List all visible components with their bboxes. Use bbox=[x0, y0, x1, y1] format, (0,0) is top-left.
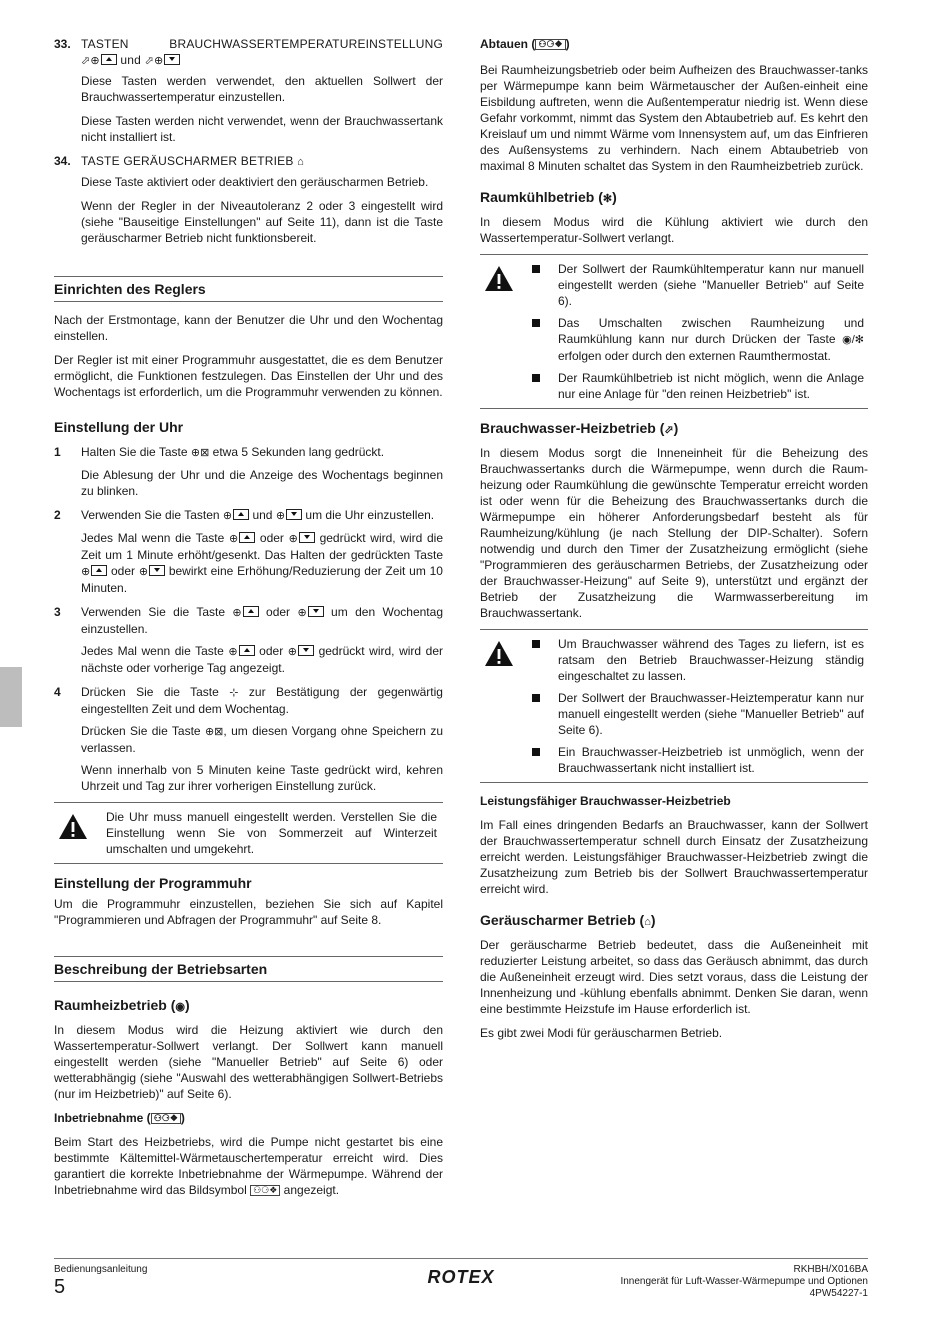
bullet-icon bbox=[532, 640, 540, 648]
dhw-icon: ⬀ bbox=[664, 424, 674, 436]
warning-box bbox=[54, 802, 443, 864]
paragraph: Im Fall eines dringenden Bedarfs an Brauchwasser, kann der Sollwert der Brauchwassertemperatur schnell durch Einsatz der Zusatzheizung erreicht werden. Leistungsfähiger Brauchwasser-Heizbetrieb zwingt die Zusatzheizung zum Betrieb bis der Sollwert Brauchwassertemperatur erreicht wird. bbox=[480, 818, 868, 896]
step-number: 4 bbox=[54, 685, 61, 699]
subsection-heading: Geräuscharmer Betrieb (⌂) bbox=[480, 911, 868, 931]
heat-cool-icon: ◉/✻ bbox=[842, 334, 864, 346]
warning-icon bbox=[484, 265, 514, 292]
heating-icon: ◉ bbox=[175, 1001, 185, 1013]
paragraph: Wenn der Regler in der Niveautoleranz 2 oder 3 eingestellt wird (siehe "Bauseitige Einstellungen" auf Seite 11), dann ist die Taste geräuscharmer Betrieb nicht funktionsbereit. bbox=[81, 199, 443, 245]
paragraph: In diesem Modus wird die Kühlung aktiviert wie durch den Wassertemperatur-Sollwert verlangt. bbox=[480, 215, 868, 245]
warning-box bbox=[480, 629, 868, 783]
item-number: 33. bbox=[54, 37, 71, 51]
step-2: 2 Verwenden Sie die Tasten ⊕ und ⊕ um die Uhr einzustellen. Jedes Mal wenn die Taste ⊕ oder ⊕ gedrückt wird, wird die Zeit um 1 Minute erhöht/gesenkt. Das Halten der gedrückten Taste ⊕ oder ⊕ bewirkt eine Erhöhung/Reduzierung der Zeit um 10 Minuten. bbox=[54, 508, 444, 595]
item-34 bbox=[54, 153, 443, 246]
paragraph: Beim Start des Heizbetriebs, wird die Pumpe nicht gestartet bis eine bestimmte Kältemittel-Wärmetauschertemperatur erreicht wird. Dies garantiert die korrekte Inbetriebnahme der Wärmepumpe. Während der Inbetriebnahme wird das Bildsymbol ⚇⚆❖ angezeigt. bbox=[54, 1135, 443, 1197]
warning-text: Die Uhr muss manuell eingestellt werden. Verstellen Sie die Einstellung wenn Sie von Sommerzeit auf Winterzeit umschalten und umgekehrt. bbox=[106, 810, 437, 856]
paragraph: Es gibt zwei Modi für geräuscharmen Betrieb. bbox=[480, 1026, 723, 1040]
paragraph: Der Regler ist mit einer Programmuhr ausgestattet, die es dem Benutzer ermöglicht, die Funktionen festzulegen. Das Einstellen der Uhr und des Wochentags ist erforderlich, um die Programmuhr verwenden zu können. bbox=[54, 353, 443, 399]
clock-icon: ⊕⊠ bbox=[190, 447, 210, 459]
warning-icon bbox=[58, 813, 88, 840]
paragraph: Wenn innerhalb von 5 Minuten keine Taste gedrückt wird, kehren Uhrzeit und Tag zur ihrer vorherigen Einstellung zurück. bbox=[81, 763, 443, 793]
bullet-icon bbox=[532, 748, 540, 756]
day-icon: ⊕ bbox=[90, 55, 100, 67]
subsection-heading: Raumheizbetrieb (◉) bbox=[54, 996, 443, 1016]
day-icon: ⊕ bbox=[297, 607, 307, 619]
rotex-logo: ROTEX bbox=[427, 1267, 495, 1287]
subsection-heading: Abtauen ( ⚇⚆❖ ) bbox=[480, 37, 570, 51]
up-key-icon bbox=[91, 565, 107, 576]
startup-icon: ⚇⚆❖ bbox=[250, 1185, 280, 1196]
warning-icon bbox=[484, 640, 514, 667]
clock-icon: ⊕ bbox=[222, 510, 233, 522]
product-name: Innengerät für Luft-Wasser-Wärmepumpe und Optionen bbox=[620, 1276, 868, 1287]
down-key-icon bbox=[299, 532, 315, 543]
dhw-icon: ⬀ bbox=[81, 55, 91, 67]
item-title: TASTEN BRAUCHWASSERTEMPERATUREINSTELLUNG bbox=[81, 37, 443, 51]
footer-divider bbox=[54, 1258, 868, 1259]
list-item: Der Raumkühlbetrieb ist nicht möglich, wenn die Anlage nur eine Anlage für "den reinen Heizbetrieb" ist. bbox=[530, 370, 864, 402]
right-column bbox=[480, 36, 868, 1049]
list-item: Das Umschalten zwischen Raumheizung und Raumkühlung kann nur durch Drücken der Taste ◉/✻ erfolgen oder durch den externen Raumthermostat. bbox=[530, 315, 864, 364]
down-key-icon bbox=[308, 606, 324, 617]
up-key-icon bbox=[239, 645, 255, 656]
subsection-heading: Einstellung der Programmuhr bbox=[54, 875, 252, 891]
list-item: Ein Brauchwasser-Heizbetrieb ist unmöglich, wenn der Brauchwassertank nicht installiert ist. bbox=[530, 744, 864, 776]
day-icon: ⊕ bbox=[287, 646, 297, 658]
down-key-icon bbox=[286, 509, 302, 520]
reference-number: 4PW54227-1 bbox=[809, 1288, 868, 1299]
item-title: TASTE GERÄUSCHARMER BETRIEB ⌂ bbox=[81, 154, 304, 168]
up-key-icon bbox=[243, 606, 259, 617]
step-number: 3 bbox=[54, 605, 61, 619]
paragraph: Diese Tasten werden verwendet, den aktuellen Sollwert der Brauchwassertemperatur einzustellen. bbox=[81, 74, 443, 104]
paragraph: Der geräuscharme Betrieb bedeutet, dass die Außeneinheit mit reduzierter Leistung arbeitet, so dass das Geräusch abnimmt, das durch die Außeneinheit erzeugt wird. Dies setzt voraus, dass die Leistung der Innenheizung und -kühlung ebenfalls abnimmt. Denken Sie daran, wenn eine bestimmte Heizstufe im Hause erforderlich ist. bbox=[480, 938, 868, 1016]
clock-icon: ⊕ bbox=[138, 566, 149, 578]
section-betriebsarten bbox=[54, 956, 443, 982]
clock-icon: ⊕ bbox=[228, 533, 239, 545]
paragraph: Um die Programmuhr einzustellen, beziehen Sie sich auf Kapitel "Programmieren und Abfragen der Programmuhr" auf Seite 8. bbox=[54, 897, 443, 927]
section-einrichten bbox=[54, 276, 443, 302]
page-number: 5 bbox=[54, 1276, 66, 1298]
footer-meta bbox=[620, 1264, 868, 1300]
bullet-icon bbox=[532, 265, 540, 273]
bullet-icon bbox=[532, 374, 540, 382]
paragraph: Nach der Erstmontage, kann der Benutzer die Uhr und den Wochentag einstellen. bbox=[54, 313, 443, 343]
subsection-heading: Inbetriebnahme ( ⚇⚆❖ ) bbox=[54, 1111, 185, 1125]
subsection-heading: Einstellung der Uhr bbox=[54, 419, 184, 435]
step-1: 1 Halten Sie die Taste ⊕⊠ etwa 5 Sekunden lang gedrückt. Die Ablesung der Uhr und die Anzeige des Wochentags beginnen zu blinken. bbox=[54, 445, 443, 498]
section-heading: Einrichten des Reglers bbox=[54, 280, 443, 302]
quiet-icon: ⌂ bbox=[644, 916, 651, 928]
item-number: 34. bbox=[54, 154, 71, 168]
startup-icon: ⚇⚆❖ bbox=[151, 1113, 181, 1124]
paragraph: Diese Taste aktiviert oder deaktiviert den geräuscharmen Betrieb. bbox=[81, 175, 429, 189]
chapter-tab bbox=[0, 667, 22, 727]
document-code: RKHBH/X016BA bbox=[793, 1264, 868, 1275]
clock-icon: ⊕ bbox=[81, 566, 91, 578]
clock-icon: ⊕ bbox=[275, 510, 286, 522]
subsection-heading: Leistungsfähiger Brauchwasser-Heizbetrieb bbox=[480, 794, 731, 808]
step-number: 2 bbox=[54, 508, 61, 522]
step-number: 1 bbox=[54, 445, 61, 459]
up-key-icon bbox=[233, 509, 249, 520]
down-key-icon bbox=[149, 565, 165, 576]
list-item: Um Brauchwasser während des Tages zu liefern, ist es ratsam den Betrieb Brauchwasser-Heizung ständig eingeschaltet zu lassen. bbox=[530, 636, 864, 684]
up-key-icon bbox=[101, 54, 117, 65]
day-icon: ⊕ bbox=[228, 646, 238, 658]
paragraph: Bei Raumheizungsbetrieb oder beim Aufheizen des Brauchwasser-tanks per Wärmepumpe kann beim Wärmetauscher der Außen-einheit eine Eisbildung auftreten, wenn die Außentemperatur niedrig ist. Wenn diese Gefahr vorkommt, nimmt das System den Abtaubetrieb auf. Es kehrt den Kreislauf um und nimmt Wärme vom Innensystem auf, um das Einfrieren des Außensystems zu verhindern. Nach einem Abtaubetrieb von maximal 8 Minuten schaltet das System in den Raumheizbetrieb zurück. bbox=[480, 63, 868, 173]
subsection-heading: Brauchwasser-Heizbetrieb (⬀) bbox=[480, 419, 868, 439]
confirm-icon: ⊹ bbox=[229, 687, 239, 699]
day-icon: ⊕ bbox=[232, 607, 242, 619]
left-column bbox=[54, 36, 443, 1206]
bullet-icon bbox=[532, 694, 540, 702]
warning-box bbox=[480, 254, 868, 409]
paragraph: Diese Tasten werden nicht verwendet, wenn der Brauchwassertank nicht installiert ist. bbox=[81, 114, 443, 144]
paragraph: In diesem Modus wird die Heizung aktiviert wie durch den Wassertemperatur-Sollwert verlangt. Der Sollwert kann manuell eingestellt werden (siehe "Manueller Betrieb" auf Seite 6) oder wetterabhängig (siehe "Auswahl des wetterabhängigen Sollwert-Betriebs (nur im Heizbetrieb)" auf Seite 6). bbox=[54, 1023, 443, 1101]
subsection-heading: Raumkühlbetrieb (✻) bbox=[480, 188, 868, 208]
item-33: 33. TASTEN BRAUCHWASSERTEMPERATUREINSTELLUNG ⬀⊕ und ⬀⊕ Diese Tasten werden verwendet, den aktuellen Sollwert der Brauchwassertemperatur einzustellen. Diese Tasten werden nicht verwendet, wenn der Brauchwassertank nicht installiert ist. bbox=[54, 37, 443, 144]
step-3: 3 Verwenden Sie die Taste ⊕ oder ⊕ um den Wochentag einzustellen. Jedes Mal wenn die Taste ⊕ oder ⊕ gedrückt wird, wird der nächste oder vorherige Tag angezeigt. bbox=[54, 605, 443, 675]
cooling-icon: ✻ bbox=[602, 193, 613, 205]
step-4: 4 Drücken Sie die Taste ⊹ zur Bestätigung der gegenwärtig eingestellten Zeit und dem Wochentag. Drücken Sie die Taste ⊕⊠, um diesen Vorgang ohne Speichern zu verlassen. Wenn innerhalb von 5 Minuten keine Taste gedrückt wird, kehren Uhrzeit und Tag zur ihrer vorherigen Einstellung zurück. bbox=[54, 685, 443, 793]
up-key-icon bbox=[239, 532, 255, 543]
footer-doc-type: Bedienungsanleitung bbox=[54, 1264, 148, 1275]
clock-icon: ⊕⊠ bbox=[204, 726, 224, 738]
down-key-icon bbox=[298, 645, 314, 656]
dhw-icon: ⬀ bbox=[144, 55, 154, 67]
list-item: Der Sollwert der Brauchwasser-Heiztemperatur kann nur manuell eingestellt werden (siehe "Manueller Betrieb" auf Seite 6). bbox=[530, 690, 864, 738]
paragraph: In diesem Modus sorgt die Inneneinheit für die Beheizung des Brauchwassertanks durch die Wärmepumpe, wenn durch die Raum-heizung oder Raumkühlung die gewünschte Temperatur erreicht worden ist oder wenn für die Beheizung des Brauchwassertanks durch die Wärmepumpe ein höherer Anforderungsbedarf besteht als für Raumheizung/kühlung (je nach Stellung der DIP-Schalter). Sofern notwendig und durch den Timer der Zusatzheizung ermöglicht (siehe "Programmieren des geräuscharmen Betriebs, der Zusatzheizung oder der Brauchwasser-Heizung" auf Seite 9), unterstützt und ergänzt der Betrieb der Zusatzheizung die Warmwasserbereitung im Brauchwassertank. bbox=[480, 446, 868, 620]
quiet-icon: ⌂ bbox=[297, 156, 304, 168]
section-heading: Beschreibung der Betriebsarten bbox=[54, 960, 443, 982]
list-item: Der Sollwert der Raumkühltemperatur kann nur manuell eingestellt werden (siehe "Manueller Betrieb" auf Seite 6). bbox=[530, 261, 864, 309]
clock-icon: ⊕ bbox=[288, 533, 298, 545]
down-key-icon bbox=[164, 54, 180, 65]
defrost-icon: ⚇⚆❖ bbox=[535, 39, 565, 50]
bullet-icon bbox=[532, 319, 540, 327]
day-icon: ⊕ bbox=[153, 55, 164, 67]
paragraph: Die Ablesung der Uhr und die Anzeige des Wochentags beginnen zu blinken. bbox=[81, 468, 443, 498]
